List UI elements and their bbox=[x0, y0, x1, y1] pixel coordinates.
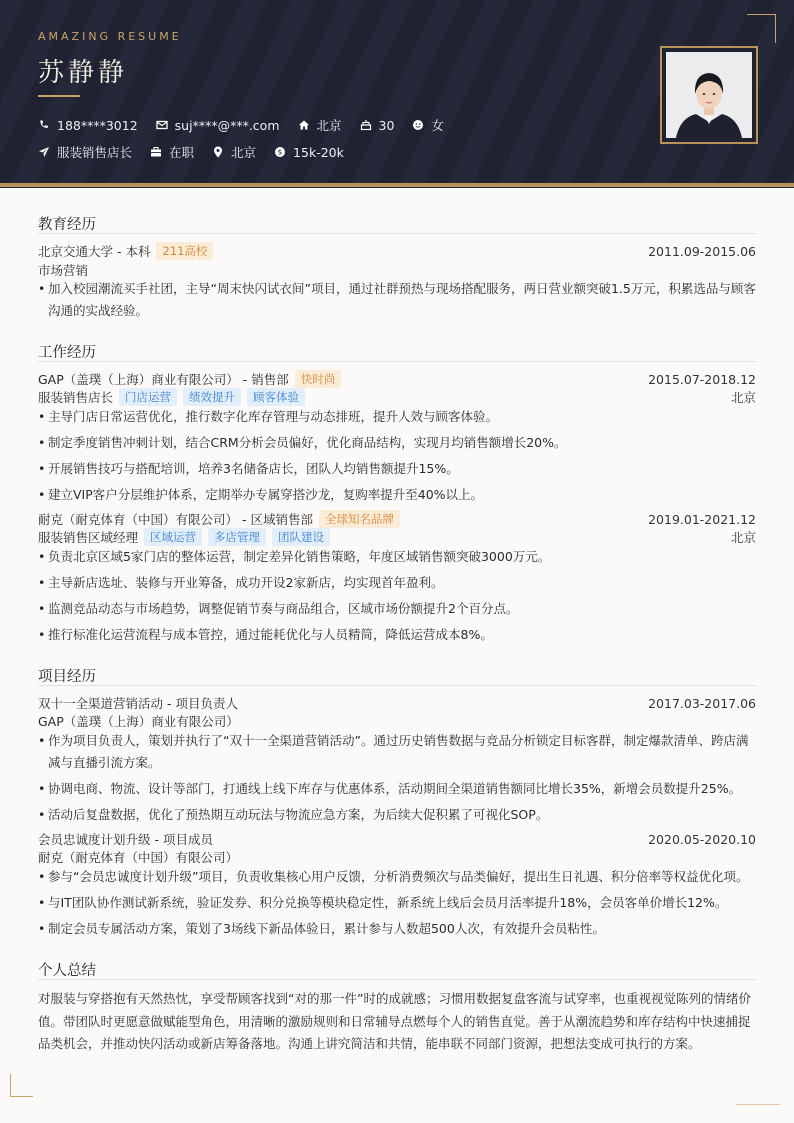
salary-icon bbox=[274, 146, 286, 158]
phone-icon bbox=[38, 119, 50, 131]
intent-position: 服装销售店长 bbox=[38, 143, 132, 161]
job-company: GAP（盖璞（上海）商业有限公司） - 销售部 bbox=[38, 372, 289, 387]
section-title-education: 教育经历 bbox=[38, 217, 96, 233]
education-bullet: • 加入校园潮流买手社团，主导“周末快闪试衣间”项目，通过社群预热与现场搭配服务，两日营业额突破1.5万元，积累选品与顾客沟通的实战经验。 bbox=[38, 278, 756, 322]
education-major: 市场营销 bbox=[38, 263, 89, 278]
project-bullet: • 与IT团队协作测试新系统，验证发券、积分兑换等模块稳定性，新系统上线后会员月活率提升18%，会员客单价增长12%。 bbox=[38, 892, 756, 914]
intent-city: 北京 bbox=[212, 143, 256, 161]
contact-email: suj****@***.com bbox=[156, 118, 280, 133]
corner-ornament bbox=[10, 1074, 33, 1097]
intent-salary: $ 15k-20k bbox=[274, 145, 344, 160]
project-period: 2020.05-2020.10 bbox=[648, 831, 756, 847]
education-school: 北京交通大学 - 本科 bbox=[38, 244, 151, 259]
section-divider bbox=[38, 233, 756, 234]
job-bullet: • 监测竞品动态与市场趋势，调整促销节奏与商品组合，区域市场份额提升2个百分点。 bbox=[38, 598, 756, 620]
project-bullet: • 参与“会员忠诚度计划升级”项目，负责收集核心用户反馈，分析消费频次与品类偏好，提出生日礼遇、积分倍率等权益优化项。 bbox=[38, 866, 756, 888]
contact-age: 30 bbox=[360, 118, 395, 133]
section-title-work: 工作经历 bbox=[38, 345, 96, 361]
intent-status: 在职 bbox=[150, 143, 194, 161]
job-role-row bbox=[38, 388, 756, 406]
profile-photo bbox=[666, 52, 752, 138]
project-bullet: • 协调电商、物流、设计等部门，打通线上线下库存与优惠体系，活动期间全渠道销售额同比增长35%，新增会员数提升25%。 bbox=[38, 778, 756, 800]
project-org: 耐克（耐克体育（中国）有限公司） bbox=[38, 850, 239, 865]
job-bullet: • 开展销售技巧与搭配培训，培养3名储备店长，团队人均销售额提升15%。 bbox=[38, 458, 756, 480]
job-bullet: • 建立VIP客户分层维护体系，定期举办专属穿搭沙龙，复购率提升至40%以上。 bbox=[38, 484, 756, 506]
mail-icon bbox=[156, 119, 168, 131]
name-underline bbox=[38, 95, 80, 97]
job-role: 服装销售区域经理 bbox=[38, 530, 139, 545]
home-icon bbox=[298, 119, 310, 131]
section-divider bbox=[38, 361, 756, 362]
header-bottom-rule bbox=[0, 187, 794, 188]
skill-tag: 多店管理 bbox=[208, 528, 266, 546]
skill-tag: 门店运营 bbox=[119, 388, 177, 406]
cake-icon bbox=[360, 119, 372, 131]
job-bullet: • 推行标准化运营流程与成本管控，通过能耗优化与人员精简，降低运营成本8%。 bbox=[38, 624, 756, 646]
skill-tag: 区域运营 bbox=[144, 528, 202, 546]
job-company: 耐克（耐克体育（中国）有限公司） - 区域销售部 bbox=[38, 512, 313, 527]
job-city: 北京 bbox=[730, 530, 756, 545]
briefcase-icon bbox=[150, 146, 162, 158]
intent-row bbox=[38, 143, 362, 161]
project-org: GAP（盖璞（上海）商业有限公司） bbox=[38, 714, 239, 729]
skill-tag: 绩效提升 bbox=[183, 388, 241, 406]
job-bullet: • 制定季度销售冲刺计划，结合CRM分析会员偏好，优化商品结构，实现月均销售额增长20%。 bbox=[38, 432, 756, 454]
location-pin-icon bbox=[212, 146, 224, 158]
job-period: 2015.07-2018.12 bbox=[648, 371, 756, 387]
job-role: 服装销售店长 bbox=[38, 390, 114, 405]
project-period: 2017.03-2017.06 bbox=[648, 695, 756, 711]
skill-tag: 顾客体验 bbox=[247, 388, 305, 406]
project-bullet: • 作为项目负责人，策划并执行了“双十一全渠道营销活动”。通过历史销售数据与竞品分析锁定目标客群，制定爆款清单、跨店满减与直播引流方案。 bbox=[38, 730, 756, 774]
section-title-summary: 个人总结 bbox=[38, 963, 96, 979]
summary-text: 对服装与穿搭抱有天然热忱，享受帮顾客找到“对的那一件”时的成就感；习惯用数据复盘客流与试穿率，也重视视觉陈列的情绪价值。带团队时更愿意做赋能型角色，用清晰的激励规则和日常辅导点燃每个人的销售直觉。善于从潮流趋势和库存结构中快速捕捉品类机会，并推动快闪活动或新店筹备落地。沟通上讲究简洁和共情，能串联不同部门资源，把想法变成可执行的方案。 bbox=[38, 991, 751, 1051]
send-icon bbox=[38, 146, 50, 158]
education-tag: 211高校 bbox=[156, 242, 213, 260]
job-header bbox=[38, 510, 756, 528]
job-role-row bbox=[38, 528, 756, 546]
footer-ornament-line bbox=[736, 1104, 780, 1105]
section-title-projects: 项目经历 bbox=[38, 669, 96, 685]
job-bullet: • 主导新店选址、装修与开业筹备，成功开设2家新店，均实现首年盈利。 bbox=[38, 572, 756, 594]
section-divider bbox=[38, 685, 756, 686]
profile-photo-frame bbox=[660, 46, 758, 144]
project-header bbox=[38, 694, 756, 712]
section-divider bbox=[38, 979, 756, 980]
job-tag: 全球知名品牌 bbox=[319, 510, 400, 528]
candidate-name: 苏静静 bbox=[38, 58, 129, 88]
job-header bbox=[38, 370, 756, 388]
contact-gender: 女 bbox=[412, 116, 444, 134]
job-period: 2019.01-2021.12 bbox=[648, 511, 756, 527]
job-bullet: • 负责北京区域5家门店的整体运营，制定差异化销售策略，年度区域销售额突破3000万元。 bbox=[38, 546, 756, 568]
resume-header bbox=[0, 0, 794, 187]
svg-text:$: $ bbox=[277, 148, 283, 157]
project-bullet: • 制定会员专属活动方案，策划了3场线下新品体验日，累计参与人数超500人次，有效提升会员粘性。 bbox=[38, 918, 756, 940]
corner-ornament bbox=[747, 14, 776, 43]
project-header bbox=[38, 830, 756, 848]
portrait-illustration bbox=[666, 52, 752, 138]
project-name: 会员忠诚度计划升级 - 项目成员 bbox=[38, 832, 213, 847]
project-name: 双十一全渠道营销活动 - 项目负责人 bbox=[38, 696, 238, 711]
contact-row bbox=[38, 116, 462, 134]
education-period: 2011.09-2015.06 bbox=[648, 243, 756, 259]
contact-city: 北京 bbox=[298, 116, 342, 134]
contact-phone: 188****3012 bbox=[38, 118, 138, 133]
job-city: 北京 bbox=[730, 390, 756, 405]
job-bullet: • 主导门店日常运营优化，推行数字化库存管理与动态排班，提升人效与顾客体验。 bbox=[38, 406, 756, 428]
job-tag: 快时尚 bbox=[295, 370, 342, 388]
project-bullet: • 活动后复盘数据，优化了预热期互动玩法与物流应急方案，为后续大促积累了可视化SOP。 bbox=[38, 804, 756, 826]
skill-tag: 团队建设 bbox=[272, 528, 330, 546]
header-kicker: AMAZING RESUME bbox=[38, 30, 182, 43]
gender-icon bbox=[412, 119, 424, 131]
education-header bbox=[38, 242, 756, 260]
